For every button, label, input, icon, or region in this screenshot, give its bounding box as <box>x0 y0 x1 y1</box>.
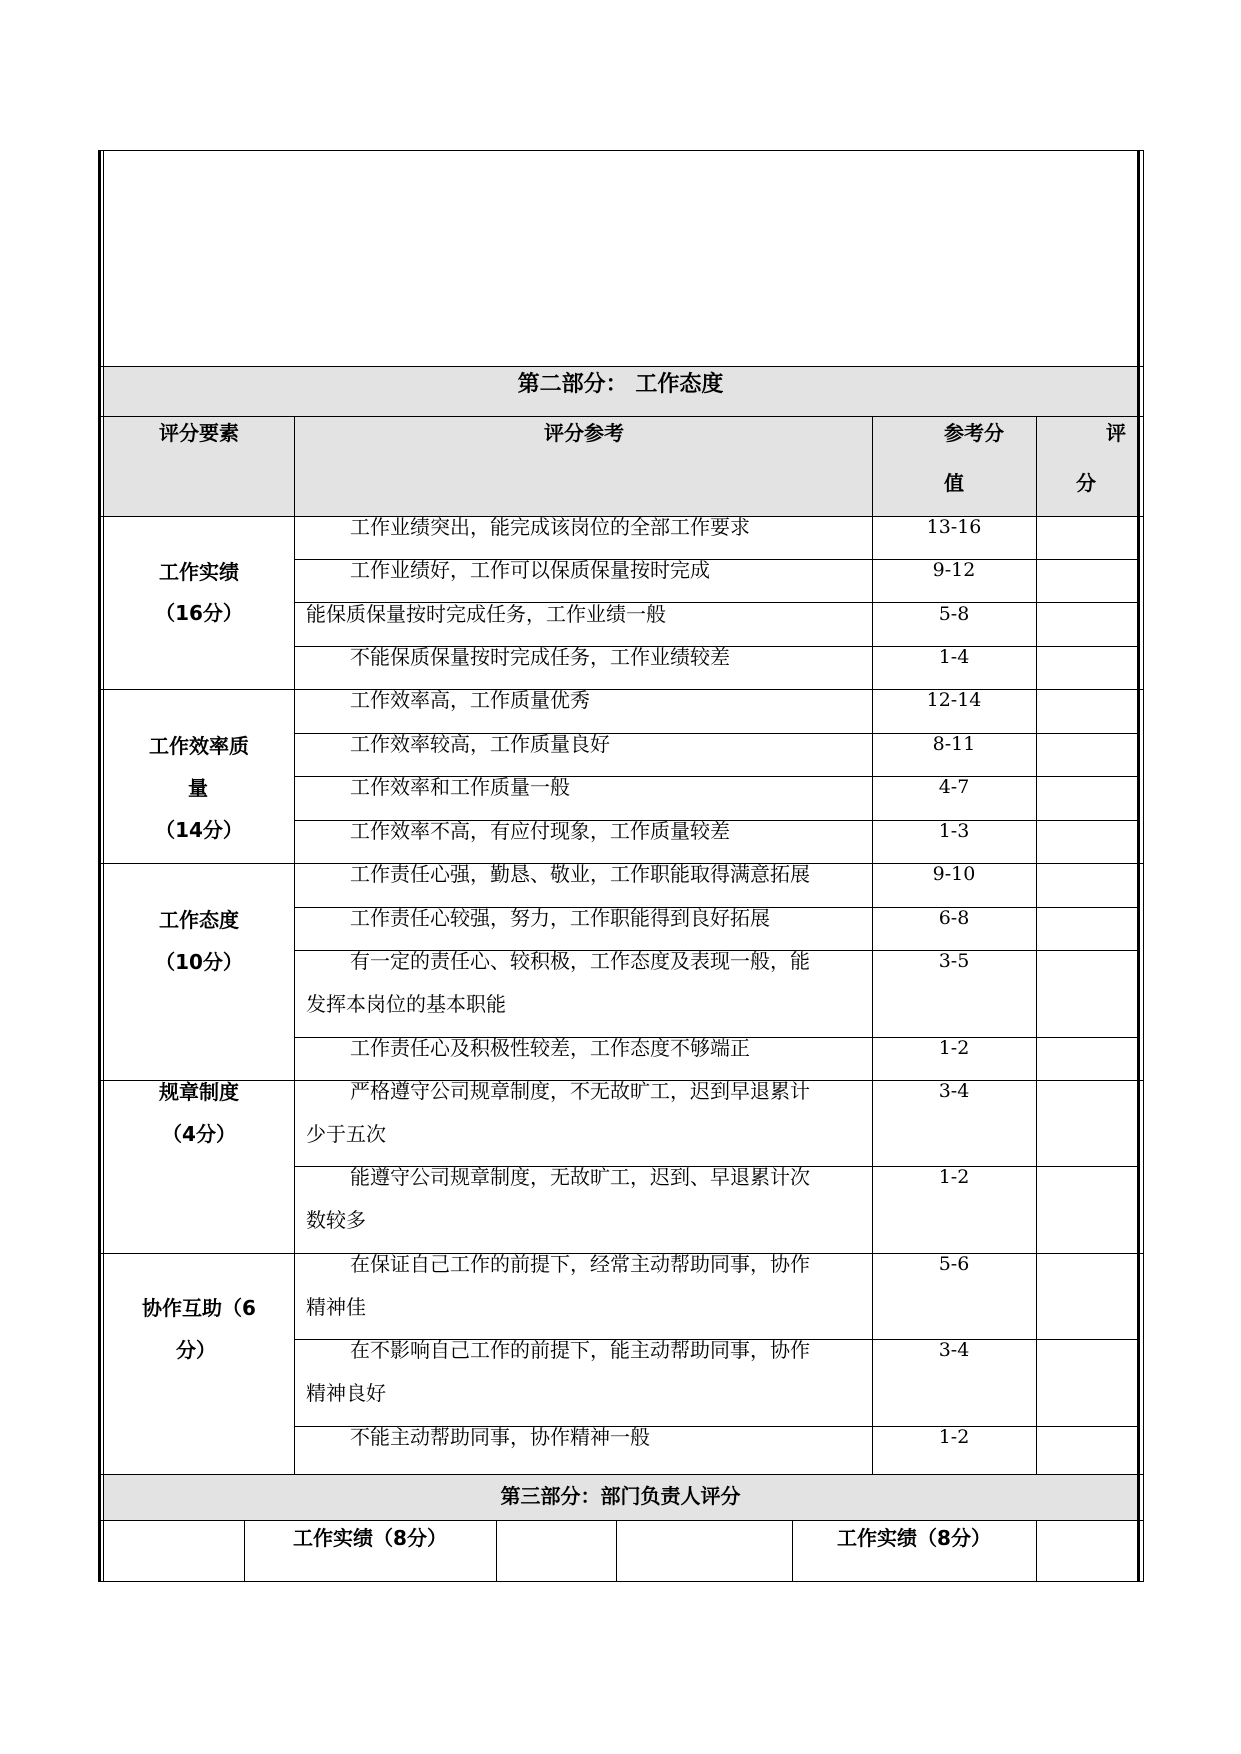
criteria-text-cont: 精神良好 <box>306 1381 386 1405</box>
table-border-left-inner <box>103 150 104 1582</box>
table-bottom-border <box>98 1581 1144 1582</box>
criteria-text: 严格遵守公司规章制度，不无故旷工，迟到早退累计 <box>350 1079 810 1103</box>
group-name-efficiency-line1: 工作效率质 <box>149 734 249 758</box>
group-name-work-results: 工作实绩 <box>159 560 239 584</box>
header-score-line1: 评 <box>1106 421 1126 445</box>
criteria-text: 工作责任心及积极性较差，工作态度不够端正 <box>350 1036 750 1060</box>
criteria-score: 1-2 <box>938 1037 970 1059</box>
criteria-score: 4-7 <box>938 776 970 798</box>
group-name-teamwork-line2: 分） <box>176 1338 216 1362</box>
criteria-score: 6-8 <box>938 907 970 929</box>
group-name-rules: 规章制度 <box>159 1080 239 1104</box>
header-element: 评分要素 <box>159 421 239 445</box>
criteria-score: 9-10 <box>932 863 976 885</box>
header-reference: 评分参考 <box>544 421 624 445</box>
dept-score-label-a: 工作实绩（8分） <box>293 1526 447 1550</box>
group-points-work-results: （16分） <box>155 601 243 625</box>
criteria-text: 工作效率高，工作质量优秀 <box>350 688 590 712</box>
criteria-score: 1-2 <box>938 1166 970 1188</box>
group-name-attitude: 工作态度 <box>159 908 239 932</box>
group-name-teamwork-line1: 协作互助（6 <box>142 1296 256 1320</box>
criteria-text: 工作业绩突出，能完成该岗位的全部工作要求 <box>350 515 750 539</box>
criteria-score: 5-6 <box>938 1253 970 1275</box>
criteria-score: 3-4 <box>938 1339 970 1361</box>
table-border-right-inner <box>1143 150 1144 1582</box>
criteria-score: 5-8 <box>938 603 970 625</box>
group-points-attitude: （10分） <box>155 950 243 974</box>
criteria-text-cont: 数较多 <box>306 1208 366 1232</box>
criteria-text: 在保证自己工作的前提下，经常主动帮助同事，协作 <box>350 1252 810 1276</box>
criteria-text: 工作责任心强，勤恳、敬业，工作职能取得满意拓展 <box>350 862 810 886</box>
criteria-score: 3-4 <box>938 1080 970 1102</box>
criteria-score: 8-11 <box>932 733 976 755</box>
criteria-text: 工作责任心较强，努力，工作职能得到良好拓展 <box>350 906 770 930</box>
criteria-text-cont: 少于五次 <box>306 1122 386 1146</box>
criteria-text: 工作效率较高，工作质量良好 <box>350 732 610 756</box>
table-border-left <box>98 150 101 1582</box>
criteria-text: 工作业绩好，工作可以保质保量按时完成 <box>350 558 710 582</box>
criteria-text-cont: 发挥本岗位的基本职能 <box>306 992 506 1016</box>
criteria-text-cont: 精神佳 <box>306 1295 366 1319</box>
section-title-part3: 第三部分：部门负责人评分 <box>500 1484 741 1508</box>
group-points-rules: （4分） <box>162 1122 236 1146</box>
criteria-score: 1-2 <box>938 1426 970 1448</box>
criteria-score: 1-4 <box>938 646 970 668</box>
criteria-text: 不能保质保量按时完成任务，工作业绩较差 <box>350 645 730 669</box>
section-title-part2: 第二部分： 工作态度 <box>517 372 724 397</box>
group-points-efficiency: （14分） <box>155 818 243 842</box>
criteria-text: 工作效率不高，有应付现象，工作质量较差 <box>350 819 730 843</box>
header-ref-score-line1: 参考分 <box>944 421 1004 445</box>
criteria-text: 能保质保量按时完成任务，工作业绩一般 <box>306 602 666 626</box>
criteria-text: 工作效率和工作质量一般 <box>350 775 570 799</box>
criteria-text: 在不影响自己工作的前提下，能主动帮助同事，协作 <box>350 1338 810 1362</box>
criteria-score: 12-14 <box>926 689 982 711</box>
table-top-border <box>98 150 1144 151</box>
table-border-right <box>1137 150 1140 1582</box>
criteria-text: 有一定的责任心、较积极，工作态度及表现一般，能 <box>350 949 810 973</box>
dept-score-label-b: 工作实绩（8分） <box>837 1526 991 1550</box>
criteria-text: 不能主动帮助同事，协作精神一般 <box>350 1425 650 1449</box>
criteria-score: 3-5 <box>938 950 970 972</box>
criteria-text: 能遵守公司规章制度，无故旷工，迟到、早退累计次 <box>350 1165 810 1189</box>
criteria-score: 9-12 <box>932 559 976 581</box>
criteria-score: 1-3 <box>938 820 970 842</box>
criteria-score: 13-16 <box>926 516 982 538</box>
header-ref-score-line2: 值 <box>944 471 964 495</box>
group-name-efficiency-line2: 量 <box>188 776 208 800</box>
header-score-line2: 分 <box>1076 471 1096 495</box>
